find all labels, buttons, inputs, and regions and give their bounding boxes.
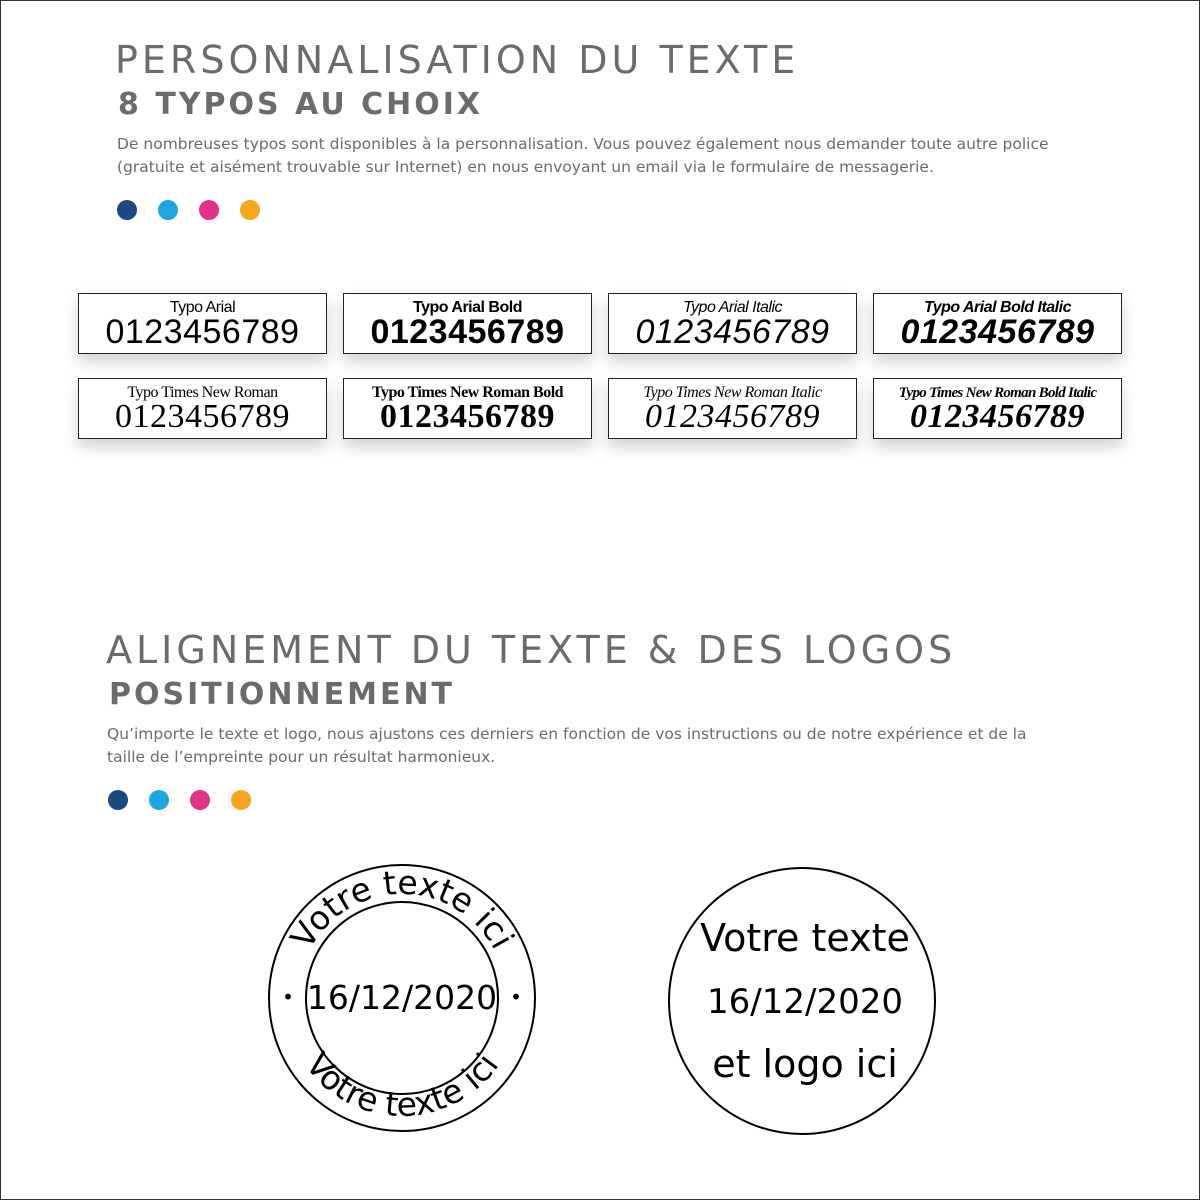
color-dot-magenta xyxy=(190,790,210,810)
stamp-date: 16/12/2020 xyxy=(306,978,498,1017)
typo-name: Typo Times New Roman Italic xyxy=(643,384,822,401)
typo-digits: 0123456789 xyxy=(645,398,820,435)
typo-digits: 0123456789 xyxy=(380,398,555,435)
stamp-separator-left: • xyxy=(282,985,294,1009)
stamp-bottom-arc-text: Votre texte ici xyxy=(297,1045,506,1125)
typo-card-arial-italic xyxy=(608,293,857,354)
section1-title: PERSONNALISATION DU TEXTE xyxy=(115,38,800,82)
typo-digits: 0123456789 xyxy=(635,313,830,351)
typo-digits: 0123456789 xyxy=(105,313,300,351)
section1-description: De nombreuses typos sont disponibles à la personnalisation. Vous pouvez également nous demander toute autre police (gratuite et aisément trouvable sur Internet) en nous envoyant un email via le formulaire de messagerie. xyxy=(117,135,1049,176)
color-dot-navy xyxy=(117,200,137,220)
color-dot-orange xyxy=(240,200,260,220)
typo-name: Typo Times New Roman Bold xyxy=(371,384,564,401)
section2-title: ALIGNEMENT DU TEXTE & DES LOGOS xyxy=(106,628,957,672)
typo-card-times-bold-italic xyxy=(873,378,1122,439)
typo-card-times-bold xyxy=(343,378,592,439)
typo-digits: 0123456789 xyxy=(900,313,1095,351)
section1-subtitle: 8 TYPOS AU CHOIX xyxy=(118,87,484,122)
typo-name: Typo Times New Roman Bold Italic xyxy=(898,385,1097,401)
stamp-round-curved xyxy=(262,858,542,1138)
stamp-simple-line3: et logo ici xyxy=(712,1042,898,1086)
color-dot-navy xyxy=(108,790,128,810)
stamp-simple-line1: Votre texte xyxy=(700,916,910,960)
typo-card-arial-bold-italic xyxy=(873,293,1122,354)
color-dot-orange xyxy=(231,790,251,810)
color-dot-cyan xyxy=(149,790,169,810)
stamp-round-svg xyxy=(262,858,542,1138)
typo-digits: 0123456789 xyxy=(910,398,1085,435)
typo-digits: 0123456789 xyxy=(115,398,290,435)
stamp-round-simple xyxy=(666,865,938,1137)
section2-description: Qu’importe le texte et logo, nous ajustons ces derniers en fonction de vos instructions ou de notre expérience et de la taille de l’empreinte pour un résultat harmonieux. xyxy=(107,725,1027,766)
typo-name: Typo Arial Bold xyxy=(413,299,522,316)
typo-digits: 0123456789 xyxy=(370,313,565,351)
typo-card-times xyxy=(78,378,327,439)
color-dot-magenta xyxy=(199,200,219,220)
color-dot-cyan xyxy=(158,200,178,220)
typo-card-arial-bold xyxy=(343,293,592,354)
stamp-simple-line2: 16/12/2020 xyxy=(707,982,903,1022)
stamp-separator-right: • xyxy=(510,985,522,1009)
typo-name: Typo Arial Italic xyxy=(682,299,783,316)
section2-subtitle: POSITIONNEMENT xyxy=(109,677,456,712)
typo-name: Typo Arial Bold Italic xyxy=(924,299,1071,316)
stamp-top-arc-text: Votre texte ici xyxy=(282,862,522,956)
typo-name: Typo Arial xyxy=(169,299,236,316)
section2-color-dots xyxy=(108,790,272,810)
typo-card-arial xyxy=(78,293,327,354)
section1-color-dots xyxy=(117,200,281,220)
typo-name: Typo Times New Roman xyxy=(127,384,278,401)
typo-card-times-italic xyxy=(608,378,857,439)
stamp-simple-svg xyxy=(666,865,938,1137)
